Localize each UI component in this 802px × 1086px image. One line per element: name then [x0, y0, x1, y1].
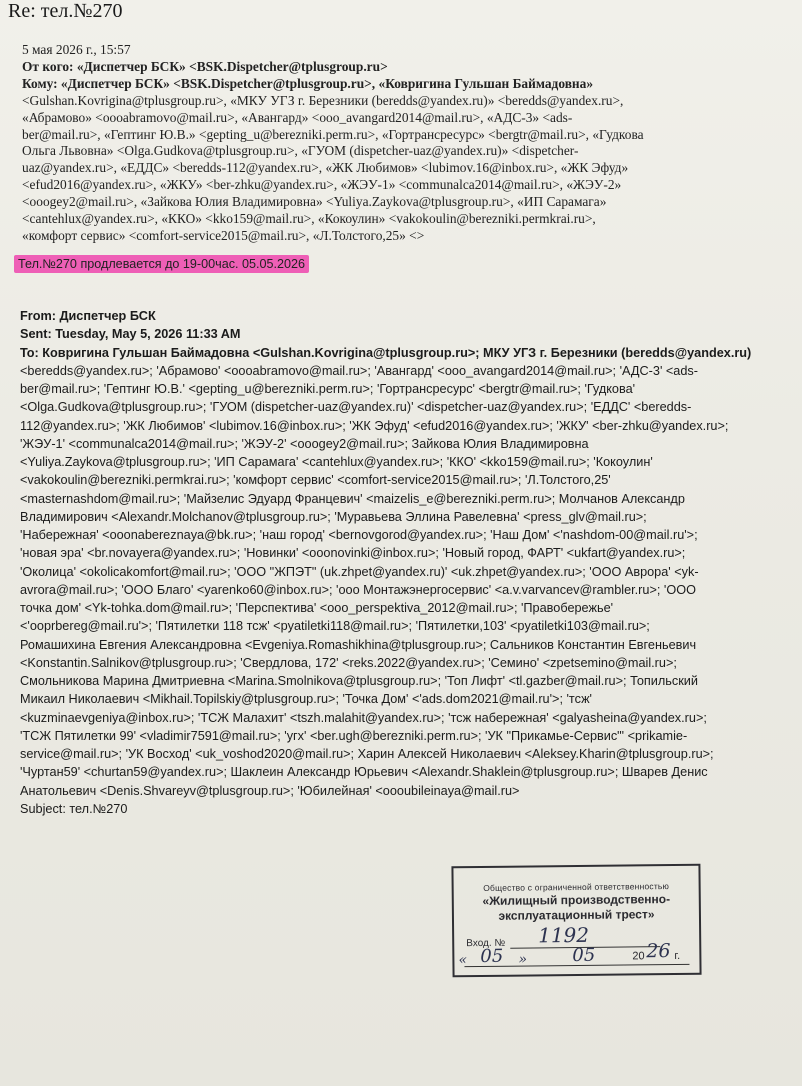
email-to-line: avrora@mail.ru>; 'ООО Благо' <yarenko60@inbox.ru>; 'ооо Монтажэнергосервис' <a.v.varvancev@rambler.ru>; 'ООО	[20, 582, 696, 597]
email-header-english	[20, 307, 795, 818]
email-to-line: <efud2016@yandex.ru>, «ЖКУ» <ber-zhku@yandex.ru>, «ЖЭУ-1» <communalca2014@mail.ru>, «ЖЭУ-2»	[22, 177, 622, 193]
email-header-russian	[22, 42, 792, 245]
stamp-incoming-label: Вход. №	[466, 937, 506, 950]
email-to-line: 'Набережная' <ooonabereznaya@bk.ru>; 'наш город' <bernovgorod@yandex.ru>; 'Наш Дом' <'nashdom-00@mail.ru'>;	[20, 528, 698, 542]
stamp-org-name	[454, 892, 699, 925]
email-to-line: uaz@yandex.ru>, «ЕДДС» <beredds-112@yandex.ru>, «ЖК Любимов» <lubimov.16@inbox.ru>, «ЖК Эфуд»	[22, 160, 629, 176]
email-to-line: <Olga.Gudkova@tplusgroup.ru>; 'ГУОМ (dispetcher-uaz@yandex.ru)' <dispetcher-uaz@yandex.ru>; 'ЕДДС' <beredds-	[20, 400, 692, 415]
email-to-line: Смольникова Марина Дмитриевна <Marina.Smolnikova@tplusgroup.ru>; 'Топ Лифт' <tl.gazber@mail.ru>; Топильский	[20, 674, 698, 688]
email-to-line: <vakokoulin@berezniki.permkrai.ru>; 'комфорт сервис' <comfort-service2015@mail.ru>; 'Л.Толстого,25'	[20, 473, 611, 488]
email-to-line: Владимирович <Alexandr.Molchanov@tplusgroup.ru>; 'Муравьева Эллина Равелевна' <press_glv@mail.ru>;	[20, 509, 647, 524]
stamp-incoming-number: 1192	[538, 922, 590, 948]
stamp-year-end: г.	[674, 949, 681, 962]
email-to-line: точка дом' <Yk-tohka.dom@mail.ru>; 'Перспектива' <ooo_perspektiva_2012@mail.ru>; 'Правобережье'	[20, 601, 614, 615]
stamp-year-prefix: 20	[632, 950, 645, 963]
email-from: От кого: «Диспетчер БСК» <BSK.Dispetcher@tplusgroup.ru>	[22, 58, 388, 74]
stamp-org-name-line: «Жилищный производственно-	[482, 892, 671, 908]
email-to-line: 112@yandex.ru>; 'ЖК Любимов' <lubimov.16@inbox.ru>; 'ЖК Эфуд' <efud2016@yandex.ru>; 'ЖКУ' <ber-zhku@yandex.ru>;	[20, 418, 729, 433]
email-to-line: <Gulshan.Kovrigina@tplusgroup.ru>, «МКУ УГЗ г. Березники (beredds@yandex.ru)» <beredds@yandex.ru>,	[22, 92, 624, 108]
email-to-line: 'Околица' <okolicakomfort@mail.ru>; 'ООО "ЖПЭТ" (uk.zhpet@yandex.ru)' <uk.zhpet@yandex.ru>; 'ООО Аврора' <yk-	[20, 564, 699, 579]
email-to-line: Кому: «Диспетчер БСК» <BSK.Dispetcher@tplusgroup.ru>, «Ковригина Гульшан Баймадовна»	[22, 75, 594, 91]
email-to-line: <cantehlux@yandex.ru>, «ККО» <kko159@mail.ru>, «Кокоулин» <vakokoulin@berezniki.permkrai.ru>,	[22, 211, 596, 227]
email-to-line: ber@mail.ru>, «Гептинг Ю.В.» <gepting_u@berezniki.perm.ru>, «Гортрансресурс» <bergtr@mail.ru>, «Гудкова	[22, 126, 644, 142]
highlighted-notice	[14, 257, 309, 271]
email-to-line: «комфорт сервис» <comfort-service2015@mail.ru>, «Л.Толстого,25» <>	[22, 227, 425, 243]
email-to-line: 'ЖЭУ-1' <communalca2014@mail.ru>; 'ЖЭУ-2' <ooogey2@mail.ru>; Зайкова Юлия Владимировна	[20, 436, 589, 451]
email-to-line: <kuzminaevgeniya@inbox.ru>; 'ТСЖ Малахит' <tszh.malahit@yandex.ru>; 'тсж набережная' <galyasheina@yandex.ru>;	[20, 710, 707, 725]
stamp-quote-mark: «	[458, 952, 468, 969]
email-to-line: <masternashdom@mail.ru>; 'Майзелис Эдуард Францевич' <maizelis_e@berezniki.perm.ru>; Молчанов Александр	[20, 491, 685, 506]
email-to-line: <Yuliya.Zaykova@tplusgroup.ru>; 'ИП Сарамага' <cantehlux@yandex.ru>; 'ККО' <kko159@mail.ru>; 'Кокоулин'	[20, 455, 653, 469]
email-to-line: <ooogey2@mail.ru>, «Зайкова Юлия Владимировна» <Yuliya.Zaykova@tplusgroup.ru>, «ИП Сарамага»	[22, 194, 607, 210]
email-to-line: Ольга Львовна» <Olga.Gudkova@tplusgroup.ru>, «ГУОМ (dispetcher-uaz@yandex.ru)» <dispetcher-	[22, 143, 579, 159]
email-sent: Sent: Tuesday, May 5, 2026 11:33 AM	[20, 327, 241, 342]
email-from: From: Диспетчер БСК	[20, 309, 156, 323]
email-to-line: Анатольевич <Denis.Shvareyv@tplusgroup.ru>; 'Юбилейная' <ooоubileinaya@mail.ru>	[20, 783, 520, 798]
email-to-line: ber@mail.ru>; 'Гептинг Ю.В.' <gepting_u@berezniki.perm.ru>; 'Гортрансресурс' <bergtr@mail.ru>; 'Гудкова'	[20, 382, 636, 396]
page-title: Re: тел.№270	[8, 0, 123, 22]
stamp-year-suffix: 26	[646, 940, 671, 963]
email-to-line: «Абрамово» <oooabramovo@mail.ru>, «Авангард» <ooo_avangard2014@mail.ru>, «АДС-3» <ads-	[22, 109, 573, 125]
email-to-line: <'ooprbereg@mail.ru'>; 'Пятилетки 118 тсж' <pyatiletki118@mail.ru>; 'Пятилетки,103' <pyatiletki103@mail.ru>;	[20, 619, 650, 634]
email-to-line: service@mail.ru>; 'УК Восход' <uk_voshod2020@mail.ru>; Харин Алексей Николаевич <Aleksey.Kharin@tplusgroup.ru>;	[20, 747, 714, 761]
email-to-line: 'ТСЖ Пятилетки 99' <vladimir7591@mail.ru>; 'угх' <ber.ugh@berezniki.perm.ru>; 'УК "Прикамье-Сервис"' <prikamie-	[20, 728, 688, 743]
stamp-org-type: Общество с ограниченной ответственностью	[483, 881, 670, 893]
email-to-line: <beredds@yandex.ru>; 'Абрамово' <oooabramovo@mail.ru>; 'Авангард' <ooo_avangard2014@mail.ru>; 'АДС-3' <ads-	[20, 363, 698, 378]
stamp-month: 05	[572, 944, 596, 967]
stamp-org-name-line: эксплуатационный трест»	[498, 907, 655, 923]
email-to-line: Ромашихина Евгения Александровна <Evgeniya.Romashikhina@tplusgroup.ru>; Сальников Константин Евгеньевич	[20, 637, 697, 652]
stamp-day: 05	[480, 945, 504, 968]
highlight-text: Тел.№270 продлевается до 19-00час. 05.05.2026	[14, 255, 309, 273]
email-to-line: <Konstantin.Salnikov@tplusgroup.ru>; 'Свердлова, 172' <reks.2022@yandex.ru>; 'Семино' <zpetsemino@mail.ru>;	[20, 655, 677, 670]
email-date: 5 мая 2026 г., 15:57	[22, 42, 131, 57]
email-to-line: Микаил Николаевич <Mikhail.Topilskiy@tplusgroup.ru>; 'Точка Дом' <'ads.dom2021@mail.ru'>; 'тсж'	[20, 692, 592, 707]
email-to-line: 'новая эра' <br.novayera@yandex.ru>; 'Новинки' <ooonovinki@inbox.ru>; 'Новый город, ФАРТ' <ukfart@yandex.ru>;	[20, 546, 686, 561]
email-to-line: Subject: тел.№270	[20, 801, 128, 816]
stamp-quote-mark: »	[518, 951, 528, 968]
email-to-line: To: Ковригина Гульшан Баймадовна <Gulshan.Kovrigina@tplusgroup.ru>; МКУ УГЗ г. Березники (beredds@yandex.ru)	[20, 345, 752, 360]
email-to-line: 'Чуртан59' <churtan59@yandex.ru>; Шаклеин Александр Юрьевич <Alexandr.Shaklein@tplusgroup.ru>; Шварев Денис	[20, 765, 708, 780]
incoming-registration-stamp	[451, 864, 701, 978]
